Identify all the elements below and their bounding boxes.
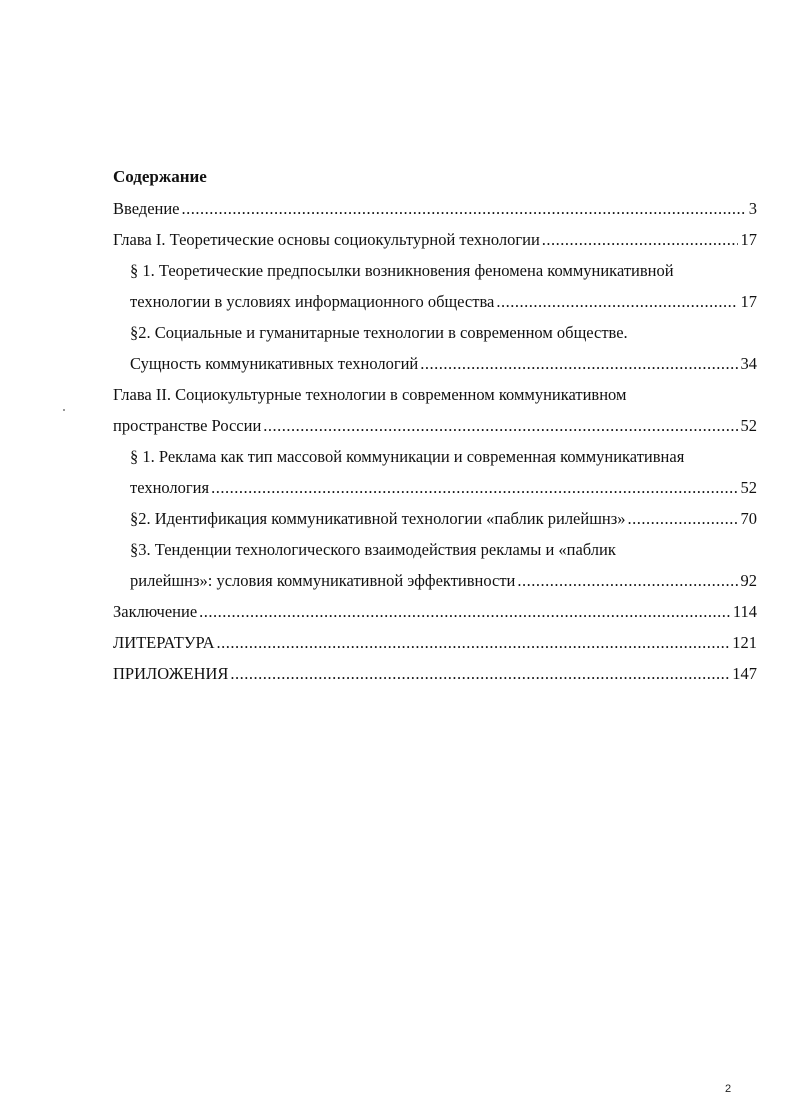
toc-leader-dots <box>199 596 730 627</box>
toc-entry-text: § 1. Реклама как тип массовой коммуникации и современная коммуникативная <box>130 447 685 466</box>
toc-entry-text: Глава I. Теоретические основы социокультурной технологии <box>113 230 540 249</box>
toc-entry-page: 121 <box>732 633 757 652</box>
toc-entry-text: технологии в условиях информационного общества <box>130 292 495 311</box>
toc-leader-dots <box>496 286 737 317</box>
toc-entry-appendices <box>113 658 757 689</box>
toc-entry-text: технология <box>130 478 210 497</box>
toc-entry-text: § 1. Теоретические предпосылки возникновения феномена коммуникативной <box>130 261 674 280</box>
toc-entry-text: Введение <box>113 199 180 218</box>
toc-entry-introduction <box>113 193 757 224</box>
toc-entry-page: 17 <box>740 292 757 311</box>
toc-entry-page: 52 <box>740 478 757 497</box>
toc-entry-text: рилейшнз»: условия коммуникативной эффективности <box>130 571 516 590</box>
toc-leader-dots <box>263 410 737 441</box>
toc-entry-text: ЛИТЕРАТУРА <box>113 633 215 652</box>
toc-entry-page: 34 <box>740 354 757 373</box>
toc-entry-page: 70 <box>740 509 757 528</box>
toc-entry-chapter-2-line-2 <box>113 410 757 441</box>
toc-title: Содержание <box>113 167 207 186</box>
toc-entry-section-2-3-line-2 <box>113 565 757 596</box>
toc-leader-dots <box>628 503 738 534</box>
toc-entry-text: Заключение <box>113 602 198 621</box>
toc-entry-section-1-2-line-1 <box>113 317 757 348</box>
page-number: 2 <box>725 1083 732 1095</box>
toc-leader-dots <box>542 224 738 255</box>
table-of-contents <box>113 165 757 689</box>
toc-entry-chapter-2-line-1 <box>113 379 757 410</box>
toc-leader-dots <box>420 348 737 379</box>
toc-entry-page: 3 <box>748 199 757 218</box>
toc-entry-text: Глава II. Социокультурные технологии в современном коммуникативном <box>113 385 627 404</box>
toc-entry-conclusion <box>113 596 757 627</box>
toc-entry-section-1-1-line-2 <box>113 286 757 317</box>
toc-entry-page: 114 <box>732 602 757 621</box>
toc-entry-page: 147 <box>732 664 757 683</box>
toc-leader-dots <box>517 565 737 596</box>
toc-entry-page: 17 <box>740 230 757 249</box>
toc-leader-dots <box>211 472 737 503</box>
toc-entry-section-2-3-line-1 <box>113 534 757 565</box>
toc-entry-section-1-2-line-2 <box>113 348 757 379</box>
toc-entry-section-2-1-line-1 <box>113 441 757 472</box>
toc-leader-dots <box>182 193 746 224</box>
toc-entry-section-1-1-line-1 <box>113 255 757 286</box>
toc-entry-page: 52 <box>740 416 757 435</box>
toc-entry-chapter-1 <box>113 224 757 255</box>
toc-entry-page: 92 <box>740 571 757 590</box>
toc-entry-text: пространстве России <box>113 416 262 435</box>
scan-speck <box>63 409 65 411</box>
toc-leader-dots <box>217 627 730 658</box>
toc-entry-text: §3. Тенденции технологического взаимодействия рекламы и «паблик <box>130 540 616 559</box>
toc-leader-dots <box>230 658 729 689</box>
toc-entry-section-2-2 <box>113 503 757 534</box>
toc-entry-text: ПРИЛОЖЕНИЯ <box>113 664 229 683</box>
toc-entry-text: §2. Социальные и гуманитарные технологии в современном обществе. <box>130 323 628 342</box>
toc-entry-text: Сущность коммуникативных технологий <box>130 354 419 373</box>
toc-entry-text: §2. Идентификация коммуникативной технологии «паблик рилейшнз» <box>130 509 626 528</box>
toc-entry-section-2-1-line-2 <box>113 472 757 503</box>
toc-entry-literature <box>113 627 757 658</box>
